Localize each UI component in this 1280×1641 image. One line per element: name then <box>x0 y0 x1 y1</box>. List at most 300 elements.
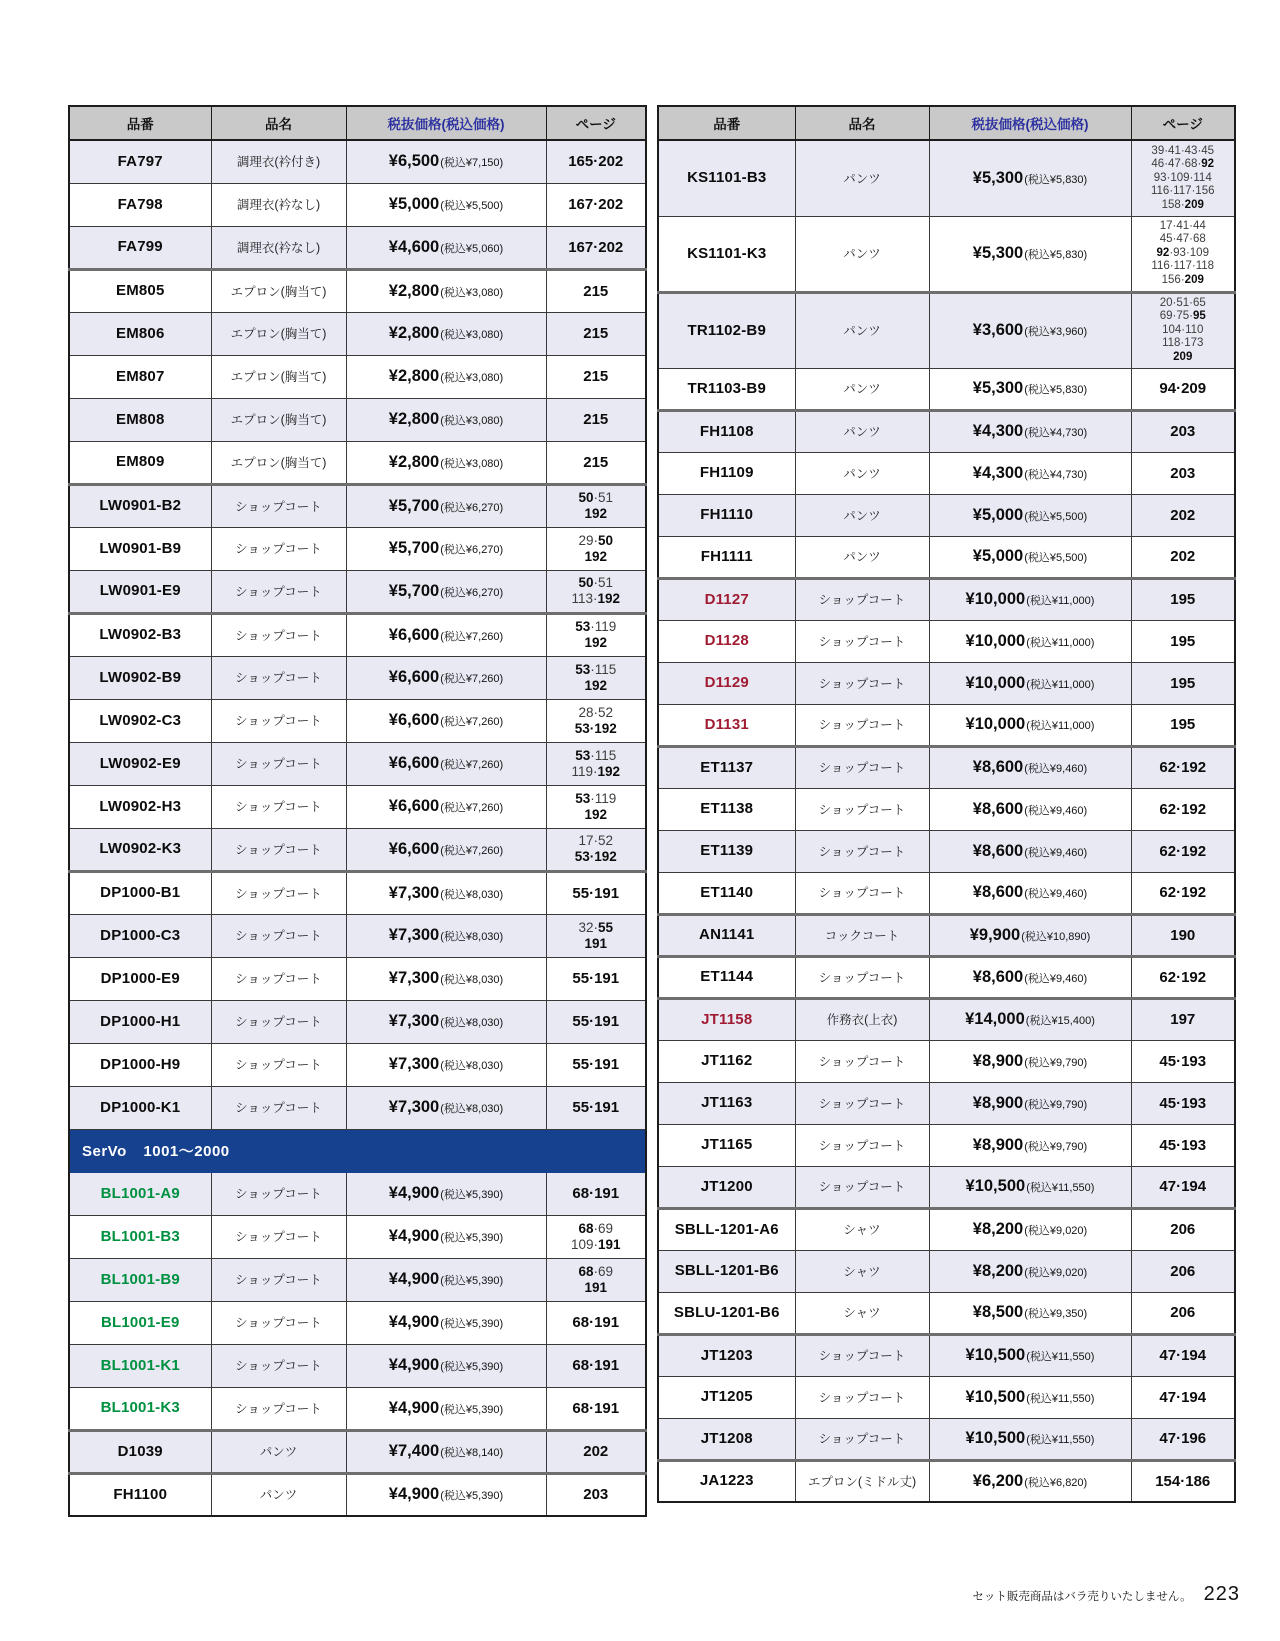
table-row <box>658 914 1235 956</box>
page-cell <box>546 484 646 527</box>
price-table-left <box>68 105 647 1517</box>
product-name: ショップコート <box>235 542 322 556</box>
page-numbers <box>549 1013 644 1030</box>
product-name-cell <box>795 1040 929 1082</box>
page-segment: 93·109·114 <box>1153 171 1212 184</box>
product-code-cell <box>69 1215 211 1258</box>
product-code: EM806 <box>115 324 165 342</box>
page-cell <box>1131 1250 1235 1292</box>
product-name: ショップコート <box>818 844 906 859</box>
page-segment: 53·192 <box>574 849 617 864</box>
price-tax-included: (税込¥8,140) <box>440 1447 504 1459</box>
product-name-cell <box>211 1387 346 1430</box>
price-cell <box>346 441 546 484</box>
product-code-cell <box>658 292 795 368</box>
product-code: JT1165 <box>701 1136 753 1153</box>
series-section-label: SerVo 1001〜2000 <box>69 1129 646 1172</box>
table-row <box>69 398 646 441</box>
price-cell <box>929 1418 1131 1460</box>
page-line <box>549 1314 644 1331</box>
table-row <box>69 1000 646 1043</box>
page-line <box>1134 324 1233 338</box>
page-cell <box>546 1172 646 1215</box>
product-name-cell <box>211 1086 346 1129</box>
page-cell <box>546 140 646 183</box>
page-numbers <box>549 325 644 342</box>
price-amount: ¥7,300 <box>388 926 440 944</box>
table-row <box>69 226 646 269</box>
page-segment: 202 <box>1170 506 1196 524</box>
table-row <box>69 355 646 398</box>
price-cell <box>346 1387 546 1430</box>
page-segment: 192 <box>584 548 608 564</box>
product-code: SBLL-1201-A6 <box>674 1220 779 1238</box>
price-cell <box>346 957 546 1000</box>
product-code-cell <box>69 140 211 183</box>
page-numbers <box>549 1443 644 1460</box>
page-line <box>549 506 644 522</box>
product-code: DP1000-H1 <box>100 1012 181 1030</box>
price-amount: ¥8,200 <box>972 1220 1024 1238</box>
product-name-cell <box>211 957 346 1000</box>
price-tax-included: (税込¥8,030) <box>440 1017 504 1029</box>
page-segment: 68·191 <box>572 1314 620 1331</box>
page-line <box>549 1443 644 1460</box>
price-amount: ¥7,300 <box>388 969 440 987</box>
table-row <box>658 1250 1235 1292</box>
page-cell <box>546 183 646 226</box>
table-row <box>69 1301 646 1344</box>
page-segment: 192 <box>597 763 621 779</box>
page-segment: 55·191 <box>572 1056 620 1073</box>
page-line <box>549 678 644 694</box>
product-name-cell <box>211 355 346 398</box>
product-name-cell <box>795 410 929 452</box>
page-cell <box>546 441 646 484</box>
price-amount: ¥2,800 <box>388 410 440 428</box>
price-cell <box>346 1301 546 1344</box>
page-numbers <box>1134 507 1233 524</box>
product-name: パンツ <box>843 382 881 396</box>
price-cell <box>929 1124 1131 1166</box>
price-tax-included: (税込¥11,550) <box>1026 1434 1095 1446</box>
page-line <box>1134 1221 1233 1238</box>
price-cell <box>929 914 1131 956</box>
column-header-code: 品番 <box>658 106 795 140</box>
page-numbers <box>1134 1178 1233 1195</box>
price-cell <box>929 1250 1131 1292</box>
price-tax-included: (税込¥9,020) <box>1024 1266 1088 1279</box>
price-amount: ¥8,600 <box>972 799 1024 818</box>
product-code: FH1100 <box>113 1485 168 1503</box>
page-segment: 29· <box>578 532 598 548</box>
page-numbers <box>549 1099 644 1116</box>
price-amount: ¥4,600 <box>388 237 440 256</box>
page-numbers <box>1134 1430 1233 1447</box>
page-cell <box>1131 410 1235 452</box>
product-name-cell <box>795 140 929 216</box>
page-numbers <box>1134 716 1233 733</box>
product-code: D1131 <box>704 715 749 733</box>
page-numbers <box>549 1264 644 1296</box>
table-row <box>69 312 646 355</box>
price-cell <box>346 355 546 398</box>
product-code-cell <box>658 1124 795 1166</box>
product-code: JT1163 <box>701 1094 753 1111</box>
page-segment: 192 <box>584 506 608 521</box>
product-code: DP1000-K1 <box>100 1098 181 1116</box>
product-name: ショップコート <box>818 676 906 691</box>
product-code-cell <box>658 872 795 914</box>
page-segment: 17·41·44 <box>1159 219 1206 232</box>
product-name: ショップコート <box>235 1316 322 1330</box>
price-cell <box>929 620 1131 662</box>
page-cell <box>1131 1124 1235 1166</box>
price-tax-included: (税込¥9,790) <box>1024 1056 1088 1069</box>
price-amount: ¥8,900 <box>972 1093 1024 1112</box>
price-tax-included: (税込¥7,260) <box>440 673 504 685</box>
product-name: ショップコート <box>818 886 906 900</box>
page-segment: 195 <box>1170 591 1196 608</box>
page-line <box>549 325 644 342</box>
page-segment: 45·193 <box>1159 1052 1207 1070</box>
product-code: ET1137 <box>700 758 754 776</box>
product-name: シャツ <box>843 1306 881 1320</box>
page-segment: 69·75· <box>1159 310 1193 323</box>
product-code-cell <box>69 785 211 828</box>
product-code-cell <box>69 269 211 312</box>
product-name: ショップコート <box>235 1230 322 1244</box>
product-code-cell <box>69 871 211 914</box>
table-row <box>69 1387 646 1430</box>
price-cell <box>929 452 1131 494</box>
product-name-cell <box>211 1344 346 1387</box>
product-name: ショップコート <box>818 1349 906 1363</box>
price-amount: ¥4,900 <box>388 1398 440 1417</box>
price-tax-included: (税込¥6,270) <box>440 544 504 556</box>
price-tax-included: (税込¥5,390) <box>440 1232 504 1244</box>
table-row <box>69 871 646 914</box>
product-code-cell <box>658 1376 795 1418</box>
product-code: EM805 <box>115 282 165 299</box>
table-row <box>69 183 646 226</box>
page-line <box>1134 380 1233 397</box>
product-name-cell <box>211 1258 346 1301</box>
price-cell <box>346 1430 546 1473</box>
product-code: D1128 <box>704 632 749 649</box>
page-line <box>549 662 644 678</box>
page-cell <box>546 871 646 914</box>
page-segment: 191 <box>584 935 608 951</box>
price-amount: ¥5,300 <box>972 168 1024 187</box>
page-segment: 191 <box>598 1236 621 1252</box>
page-numbers <box>1134 1221 1233 1238</box>
product-code-cell <box>69 1043 211 1086</box>
page-segment: ·115 <box>590 747 617 763</box>
product-code-cell <box>658 368 795 410</box>
product-name-cell <box>211 226 346 269</box>
product-code-cell <box>69 656 211 699</box>
product-code: FH1109 <box>699 464 754 481</box>
product-name: パンツ <box>843 171 881 186</box>
page-segment: 45·193 <box>1159 1136 1207 1154</box>
table-row <box>69 140 646 183</box>
table-row <box>658 1418 1235 1460</box>
page-segment: 62·192 <box>1159 968 1207 986</box>
product-name-cell <box>211 269 346 312</box>
page-line <box>549 591 644 607</box>
page-cell <box>546 1215 646 1258</box>
table-row <box>658 1460 1235 1502</box>
page-cell <box>546 1430 646 1473</box>
price-tax-included: (税込¥5,390) <box>440 1318 504 1330</box>
price-tax-included: (税込¥6,270) <box>440 586 504 599</box>
product-name: ショップコート <box>235 842 322 857</box>
product-code: JT1203 <box>700 1346 753 1364</box>
page-segment: 192 <box>584 806 608 822</box>
product-name: ショップコート <box>235 671 322 685</box>
price-amount: ¥10,000 <box>965 673 1026 692</box>
price-amount: ¥2,800 <box>388 324 440 342</box>
page-line <box>549 368 644 385</box>
page-cell <box>546 355 646 398</box>
product-name: 調理衣(衿なし) <box>236 240 321 255</box>
product-name-cell <box>795 1334 929 1376</box>
product-code-cell <box>69 312 211 355</box>
price-amount: ¥6,600 <box>388 839 440 858</box>
page-cell <box>1131 1334 1235 1376</box>
table-row <box>658 1334 1235 1376</box>
price-amount: ¥10,500 <box>965 1387 1026 1406</box>
product-name: ショップコート <box>235 1187 322 1201</box>
page-line <box>1134 548 1233 565</box>
price-tax-included: (税込¥5,500) <box>1024 552 1088 564</box>
page-segment: 20·51·65 <box>1159 296 1206 309</box>
price-cell <box>346 1043 546 1086</box>
page-segment: 116·117·118 <box>1151 260 1215 273</box>
product-code-cell <box>69 828 211 871</box>
page-cell <box>1131 452 1235 494</box>
page-cell <box>1131 788 1235 830</box>
table-row <box>69 699 646 742</box>
page-line <box>1134 351 1233 365</box>
price-tax-included: (税込¥7,260) <box>440 630 504 643</box>
column-header-page: ページ <box>546 106 646 140</box>
page-line <box>1134 260 1233 274</box>
page-cell <box>546 957 646 1000</box>
product-name-cell <box>211 441 346 484</box>
page-segment: 190 <box>1170 926 1196 944</box>
page-number: 223 <box>1203 1583 1240 1605</box>
page-segment: 53 <box>575 790 591 806</box>
table-row <box>658 788 1235 830</box>
page-cell <box>1131 1082 1235 1124</box>
table-row <box>69 570 646 613</box>
product-name: ショップコート <box>818 718 906 732</box>
page-numbers <box>1134 969 1233 986</box>
table-row <box>69 484 646 527</box>
page-numbers <box>1134 884 1233 901</box>
product-code-cell <box>69 527 211 570</box>
table-row <box>69 613 646 656</box>
page-numbers <box>549 575 644 607</box>
table-row <box>69 527 646 570</box>
page-line <box>1134 1304 1233 1321</box>
table-row <box>69 785 646 828</box>
price-tax-included: (税込¥6,270) <box>440 501 504 514</box>
price-tax-included: (税込¥8,030) <box>440 931 504 943</box>
price-cell <box>346 785 546 828</box>
product-name: エプロン(胸当て) <box>230 284 327 299</box>
price-tax-included: (税込¥7,260) <box>440 716 504 728</box>
product-code-cell <box>658 452 795 494</box>
page-numbers <box>1134 220 1233 288</box>
page-numbers <box>1134 927 1233 944</box>
page-cell <box>546 828 646 871</box>
product-name: ショップコート <box>235 1401 322 1416</box>
page-line <box>549 1013 644 1030</box>
product-name-cell <box>795 1250 929 1292</box>
product-name: パンツ <box>843 466 881 481</box>
page-numbers <box>549 153 644 170</box>
page-segment: 47·194 <box>1159 1388 1207 1406</box>
price-tax-included: (税込¥11,000) <box>1026 636 1095 649</box>
page-cell <box>546 1000 646 1043</box>
page-segment: 47·194 <box>1159 1178 1207 1195</box>
page-line <box>1134 591 1233 608</box>
table-row <box>69 742 646 785</box>
page-line <box>1134 1389 1233 1406</box>
column-header-code: 品番 <box>69 106 211 140</box>
page-segment: 55·191 <box>572 1099 620 1116</box>
price-cell <box>346 269 546 312</box>
product-code: KS1101-K3 <box>687 244 767 262</box>
page-cell <box>1131 704 1235 746</box>
price-amount: ¥5,700 <box>388 539 440 557</box>
product-name: コックコート <box>824 928 900 943</box>
product-code: KS1101-B3 <box>687 169 767 187</box>
price-tax-included: (税込¥3,960) <box>1024 326 1088 338</box>
page-numbers <box>1134 297 1233 365</box>
page-segment: 53 <box>575 619 591 634</box>
price-cell <box>346 140 546 183</box>
product-code: EM807 <box>115 367 165 385</box>
page-segment: 45·193 <box>1159 1094 1207 1112</box>
product-name: エプロン(胸当て) <box>230 370 327 384</box>
product-code-cell <box>69 1086 211 1129</box>
price-amount: ¥10,500 <box>965 1177 1026 1195</box>
price-amount: ¥5,000 <box>972 505 1024 524</box>
product-name-cell <box>795 368 929 410</box>
product-code-cell <box>69 1473 211 1516</box>
price-cell <box>929 662 1131 704</box>
page-segment: 116·117·156 <box>1150 185 1215 197</box>
price-amount: ¥5,000 <box>388 195 440 213</box>
page-segment: 53 <box>575 747 591 763</box>
price-amount: ¥4,900 <box>388 1227 440 1245</box>
page-line <box>1134 633 1233 650</box>
page-cell <box>1131 620 1235 662</box>
price-amount: ¥8,500 <box>972 1303 1024 1321</box>
price-tax-included: (税込¥4,730) <box>1024 427 1088 439</box>
page-line <box>549 575 644 591</box>
product-code: JT1158 <box>701 1010 753 1028</box>
product-code-cell <box>658 1334 795 1376</box>
product-code-cell <box>658 998 795 1040</box>
page-line <box>1134 1347 1233 1364</box>
price-cell <box>929 788 1131 830</box>
price-amount: ¥6,600 <box>388 668 440 686</box>
product-code: BL1001-B3 <box>100 1227 180 1245</box>
product-code: FH1110 <box>700 506 754 523</box>
price-amount: ¥4,900 <box>388 1313 440 1331</box>
price-cell <box>929 1376 1131 1418</box>
product-name-cell <box>211 484 346 527</box>
product-code: D1129 <box>704 674 749 691</box>
price-tax-included: (税込¥11,000) <box>1026 595 1095 607</box>
product-name: パンツ <box>843 425 881 439</box>
product-name-cell <box>211 312 346 355</box>
page-numbers <box>1134 465 1233 482</box>
price-tax-included: (税込¥3,080) <box>440 372 504 384</box>
price-cell <box>346 1344 546 1387</box>
price-tax-included: (税込¥5,830) <box>1024 249 1088 261</box>
price-amount: ¥5,300 <box>972 379 1024 397</box>
product-code-cell <box>69 355 211 398</box>
page-numbers <box>549 619 644 651</box>
product-code: FA798 <box>117 195 163 213</box>
product-code: DP1000-H9 <box>100 1055 181 1073</box>
table-row <box>658 292 1235 368</box>
product-name: ショップコート <box>818 634 906 649</box>
price-cell <box>346 183 546 226</box>
page-cell <box>1131 140 1235 216</box>
product-code-cell <box>658 830 795 872</box>
page-segment: 209 <box>1173 350 1193 363</box>
page-cell <box>1131 494 1235 536</box>
price-amount: ¥5,700 <box>388 581 440 600</box>
product-name-cell <box>211 742 346 785</box>
page-segment: 109· <box>570 1236 598 1252</box>
page-numbers <box>549 1221 644 1253</box>
price-cell <box>929 704 1131 746</box>
price-tax-included: (税込¥9,020) <box>1024 1225 1088 1237</box>
price-tax-included: (税込¥9,460) <box>1024 888 1088 900</box>
product-code: TR1103-B9 <box>687 379 766 397</box>
product-code-cell <box>658 1460 795 1502</box>
price-tax-included: (税込¥3,080) <box>440 329 504 341</box>
price-amount: ¥8,600 <box>972 758 1024 776</box>
price-cell <box>346 1258 546 1301</box>
price-tax-included: (税込¥8,030) <box>440 974 504 986</box>
page-line <box>1134 927 1233 944</box>
page-line <box>549 239 644 256</box>
page-segment: ·69 <box>593 1220 614 1236</box>
product-code-cell <box>69 441 211 484</box>
page-line <box>549 1264 644 1280</box>
price-cell <box>346 828 546 871</box>
product-name: パンツ <box>259 1488 298 1503</box>
page-segment: 53·192 <box>574 720 617 736</box>
product-name: シャツ <box>843 1264 881 1279</box>
page-segment: 95 <box>1192 310 1206 323</box>
page-cell <box>546 570 646 613</box>
product-name-cell <box>795 292 929 368</box>
page-cell <box>546 1387 646 1430</box>
page-numbers <box>549 533 644 565</box>
product-code: LW0902-C3 <box>99 711 182 729</box>
page-numbers <box>549 705 644 737</box>
